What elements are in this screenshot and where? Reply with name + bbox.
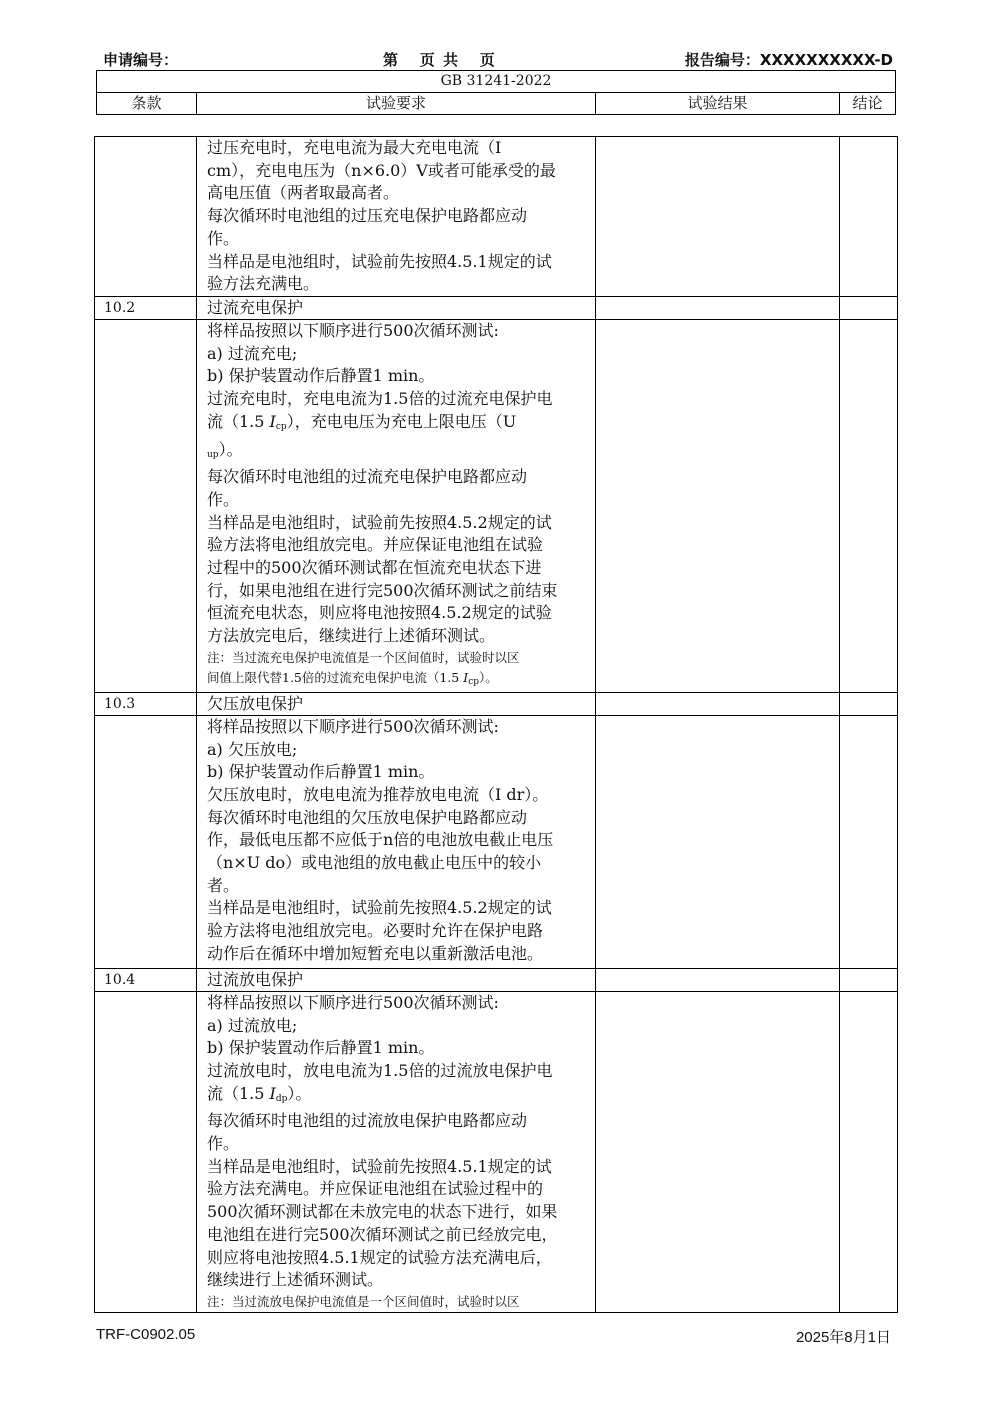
clause-cell: 10.4 — [95, 968, 197, 991]
table-row — [95, 320, 898, 693]
requirement-line: 验方法将电池组放完电。必要时允许在保护电路 — [207, 921, 544, 941]
requirement-line: 过流放电时，放电电流为1.5倍的过流放电保护电 — [207, 1060, 553, 1080]
requirement-cell — [197, 137, 596, 297]
result-cell — [596, 320, 840, 693]
page-number-text: 第 页共 页 — [383, 51, 503, 69]
verdict-cell — [840, 320, 898, 693]
requirement-cell: 过流充电保护 — [197, 297, 596, 320]
requirement-line: b) 保护装置动作后静置1 min。 — [207, 366, 435, 386]
verdict-cell — [840, 692, 898, 715]
requirement-line: 作，最低电压都不应低于n倍的电池放电截止电压 — [207, 830, 554, 850]
clause-cell — [95, 320, 197, 693]
table-row — [95, 137, 898, 297]
verdict-cell — [840, 968, 898, 991]
result-cell — [596, 968, 840, 991]
table-row — [95, 692, 898, 715]
requirement-line: 每次循环时电池组的过流充电保护电路都应动 — [207, 467, 528, 487]
requirement-line: 作。 — [207, 489, 240, 509]
footer-date: 2025年8月1日 — [795, 1329, 891, 1346]
requirements-table — [94, 136, 898, 1313]
top-header-line — [103, 49, 893, 69]
table-row — [95, 991, 898, 1312]
requirement-line: 验方法充满电。 — [207, 274, 320, 294]
requirement-line: 将样品按照以下顺序进行500次循环测试: — [207, 992, 499, 1012]
requirement-line: 作。 — [207, 228, 240, 248]
requirement-note: 间值上限代替1.5倍的过流充电保护电流（1.5 $I_{cp}$）。 — [207, 669, 498, 687]
clause-cell — [95, 991, 197, 1312]
result-cell — [596, 297, 840, 320]
form-code: TRF-C0902.05 — [96, 1326, 196, 1343]
table-row — [95, 715, 898, 968]
col-result-header: 试验结果 — [596, 93, 840, 115]
requirement-line: 电池组在进行完500次循环测试之前已经放完电， — [207, 1224, 558, 1244]
requirement-line: 每次循环时电池组的过流放电保护电路都应动 — [207, 1111, 528, 1131]
verdict-cell — [840, 297, 898, 320]
requirement-line: 继续进行上述循环测试。 — [207, 1270, 384, 1290]
requirement-line: 500次循环测试都在未放完电的状态下进行，如果 — [207, 1202, 558, 1222]
requirement-line: 当样品是电池组时，试验前先按照4.5.1规定的试 — [207, 251, 552, 271]
requirement-note: 注：当过流充电保护电流值是一个区间值时，试验时以区 — [207, 649, 520, 665]
requirement-line: 每次循环时电池组的欠压放电保护电路都应动 — [207, 807, 528, 827]
verdict-cell — [840, 137, 898, 297]
requirement-cell — [197, 320, 596, 693]
requirement-cell: 过流放电保护 — [197, 968, 596, 991]
standard-number: GB 31241-2022 — [97, 71, 896, 93]
result-cell — [596, 137, 840, 297]
clause-cell — [95, 137, 197, 297]
requirement-cell — [197, 715, 596, 968]
report-no-label: 报告编号：XXXXXXXXXX-D — [684, 51, 893, 69]
requirement-cell — [197, 991, 596, 1312]
requirement-line: 行，如果电池组在进行完500次循环测试之前结束 — [207, 580, 558, 600]
clause-cell: 10.2 — [95, 297, 197, 320]
verdict-cell — [840, 991, 898, 1312]
table-row — [95, 968, 898, 991]
requirement-line: a) 过流充电; — [207, 343, 298, 363]
requirement-line: b) 保护装置动作后静置1 min。 — [207, 1038, 435, 1058]
requirements-body — [95, 137, 898, 1313]
requirement-line: 流（1.5 $I_{cp}$），充电电压为充电上限电压（U — [207, 411, 517, 432]
clause-cell: 10.3 — [95, 692, 197, 715]
table-row — [95, 297, 898, 320]
application-no-label: 申请编号： — [103, 51, 179, 69]
requirement-line: 当样品是电池组时，试验前先按照4.5.2规定的试 — [207, 898, 552, 918]
standard-row — [97, 71, 896, 93]
col-clause-header: 条款 — [97, 93, 197, 115]
result-cell — [596, 715, 840, 968]
requirement-line: 作。 — [207, 1134, 240, 1154]
requirement-line: 欠压放电时，放电电流为推荐放电电流（I dr）。 — [207, 784, 549, 804]
requirement-line: 则应将电池按照4.5.1规定的试验方法充满电后， — [207, 1247, 552, 1267]
header-table — [96, 70, 896, 115]
requirement-line: 当样品是电池组时，试验前先按照4.5.1规定的试 — [207, 1156, 552, 1176]
requirement-line: $_{up}$）。 — [207, 439, 243, 460]
col-requirement-header: 试验要求 — [197, 93, 596, 115]
requirement-line: 验方法将电池组放完电。并应保证电池组在试验 — [207, 535, 544, 555]
requirement-line: 过流充电时，充电电流为1.5倍的过流充电保护电 — [207, 389, 553, 409]
requirement-line: 过压充电时，充电电流为最大充电电流（I — [207, 138, 502, 157]
requirement-line: 恒流充电状态，则应将电池按照4.5.2规定的试验 — [207, 603, 552, 623]
requirement-line: a) 过流放电; — [207, 1015, 298, 1035]
requirement-line: a) 欠压放电; — [207, 739, 298, 759]
result-cell — [596, 991, 840, 1312]
requirement-line: 验方法充满电。并应保证电池组在试验过程中的 — [207, 1179, 544, 1199]
col-verdict-header: 结论 — [840, 93, 896, 115]
requirement-line: （n×U do）或电池组的放电截止电压中的较小 — [207, 853, 542, 873]
requirement-line: 方法放完电后，继续进行上述循环测试。 — [207, 626, 496, 646]
requirement-line: 每次循环时电池组的过压充电保护电路都应动 — [207, 206, 528, 226]
requirement-line: 将样品按照以下顺序进行500次循环测试: — [207, 716, 499, 736]
requirement-line: b) 保护装置动作后静置1 min。 — [207, 762, 435, 782]
requirement-line: 者。 — [207, 875, 240, 895]
requirement-cell: 欠压放电保护 — [197, 692, 596, 715]
requirement-line: 高电压值（两者取最高者。 — [207, 183, 400, 203]
result-cell — [596, 692, 840, 715]
requirement-line: 动作后在循环中增加短暂充电以重新激活电池。 — [207, 943, 544, 963]
requirement-line: 当样品是电池组时，试验前先按照4.5.2规定的试 — [207, 512, 552, 532]
requirement-line: 流（1.5 $I_{dp}$）。 — [207, 1083, 312, 1104]
requirement-note: 注：当过流放电保护电流值是一个区间值时，试验时以区 — [207, 1293, 520, 1309]
verdict-cell — [840, 715, 898, 968]
requirement-line: 过程中的500次循环测试都在恒流充电状态下进 — [207, 558, 542, 578]
column-header-row — [97, 93, 896, 115]
clause-cell — [95, 715, 197, 968]
requirement-line: cm），充电电压为（n×6.0）V或者可能承受的最 — [207, 160, 556, 180]
requirement-line: 将样品按照以下顺序进行500次循环测试: — [207, 321, 499, 340]
